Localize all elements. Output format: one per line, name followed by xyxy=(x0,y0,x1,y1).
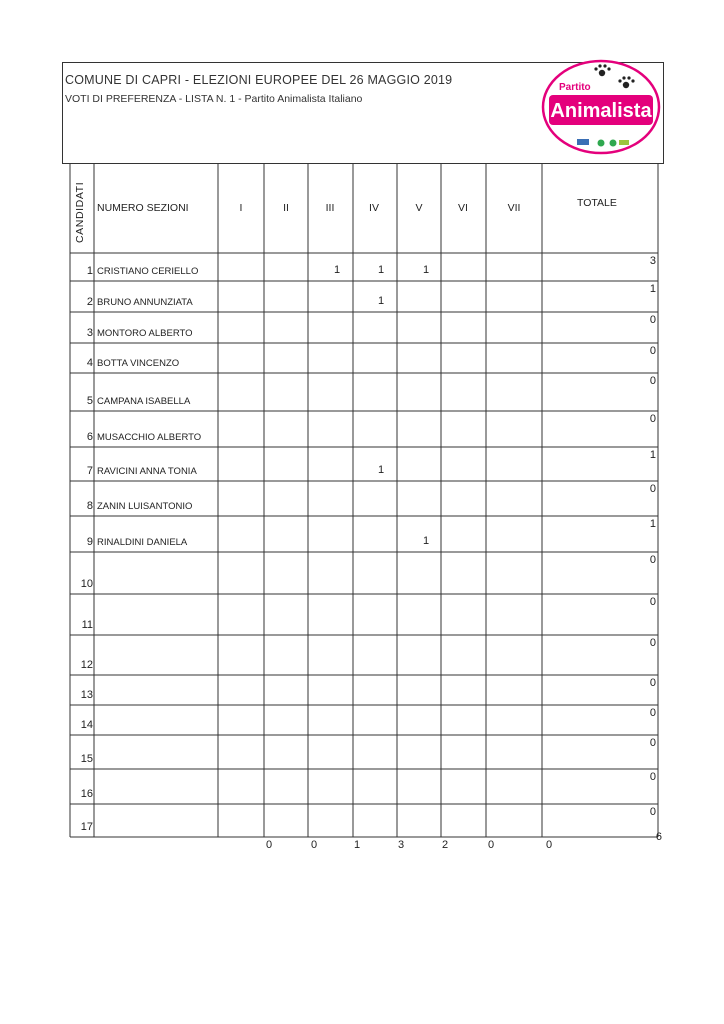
column-total: 1 xyxy=(354,839,361,851)
row-number: 13 xyxy=(80,689,93,701)
row-total: 0 xyxy=(649,483,656,495)
row-total: 0 xyxy=(649,737,656,749)
logo-small-text: Partito xyxy=(559,82,591,93)
row-total: 0 xyxy=(649,637,656,649)
vote-cell: 1 xyxy=(378,295,385,307)
row-number: 5 xyxy=(86,395,93,407)
row-number: 2 xyxy=(86,296,93,308)
row-total: 0 xyxy=(649,345,656,357)
column-total: 0 xyxy=(311,839,318,851)
row-total: 0 xyxy=(649,554,656,566)
column-total: 0 xyxy=(546,839,553,851)
section-header-3: III xyxy=(325,202,335,214)
vote-cell: 1 xyxy=(423,535,430,547)
candidate-name: MUSACCHIO ALBERTO xyxy=(97,432,202,443)
sections-header: NUMERO SEZIONI xyxy=(97,202,189,214)
row-total: 0 xyxy=(649,413,656,425)
candidates-header: CANDIDATI xyxy=(74,181,86,243)
vote-cell: 1 xyxy=(334,264,341,276)
row-total: 0 xyxy=(649,314,656,326)
row-number: 14 xyxy=(80,719,93,731)
row-number: 4 xyxy=(86,357,93,369)
row-number: 3 xyxy=(86,327,93,339)
column-total: 0 xyxy=(266,839,273,851)
total-header: TOTALE xyxy=(577,197,617,209)
candidate-name: RINALDINI DANIELA xyxy=(97,537,188,548)
candidate-name: RAVICINI ANNA TONIA xyxy=(97,466,197,477)
row-total: 0 xyxy=(649,375,656,387)
column-total: 3 xyxy=(398,839,405,851)
row-number: 6 xyxy=(86,431,93,443)
row-number: 1 xyxy=(86,265,93,277)
candidate-name: ZANIN LUISANTONIO xyxy=(97,501,193,512)
row-number: 12 xyxy=(80,659,93,671)
document-title: COMUNE DI CAPRI - ELEZIONI EUROPEE DEL 26 MAGGIO 2019 xyxy=(65,73,453,87)
row-total: 0 xyxy=(649,677,656,689)
row-total: 0 xyxy=(649,707,656,719)
document-subtitle: VOTI DI PREFERENZA - LISTA N. 1 - Partito Animalista Italiano xyxy=(65,93,363,105)
section-header-5: V xyxy=(415,202,423,214)
row-total: 1 xyxy=(649,449,656,461)
logo-big-text: Animalista xyxy=(550,100,652,122)
candidate-name: CRISTIANO CERIELLO xyxy=(97,266,199,277)
row-number: 9 xyxy=(86,536,93,548)
section-header-6: VI xyxy=(458,202,468,214)
section-header-7: VII xyxy=(507,202,521,214)
candidate-name: BRUNO ANNUNZIATA xyxy=(97,297,193,308)
row-total: 0 xyxy=(649,596,656,608)
row-total: 0 xyxy=(649,771,656,783)
row-total: 3 xyxy=(649,255,656,267)
row-number: 16 xyxy=(80,788,93,800)
row-total: 0 xyxy=(649,806,656,818)
section-header-1: I xyxy=(239,202,243,214)
candidate-name: CAMPANA ISABELLA xyxy=(97,396,191,407)
column-total: 2 xyxy=(442,839,449,851)
vote-cell: 1 xyxy=(378,264,385,276)
row-number: 8 xyxy=(86,500,93,512)
row-number: 17 xyxy=(80,821,93,833)
row-total: 1 xyxy=(649,283,656,295)
candidate-name: MONTORO ALBERTO xyxy=(97,328,193,339)
vote-cell: 1 xyxy=(423,264,430,276)
candidate-name: BOTTA VINCENZO xyxy=(97,358,180,369)
column-total: 0 xyxy=(488,839,495,851)
section-header-4: IV xyxy=(369,202,379,214)
section-header-2: II xyxy=(283,202,289,214)
vote-cell: 1 xyxy=(378,464,385,476)
row-number: 15 xyxy=(80,753,93,765)
row-number: 10 xyxy=(80,578,93,590)
grand-total: 6 xyxy=(655,831,662,843)
row-number: 11 xyxy=(81,619,93,631)
row-total: 1 xyxy=(649,518,656,530)
row-number: 7 xyxy=(86,465,93,477)
